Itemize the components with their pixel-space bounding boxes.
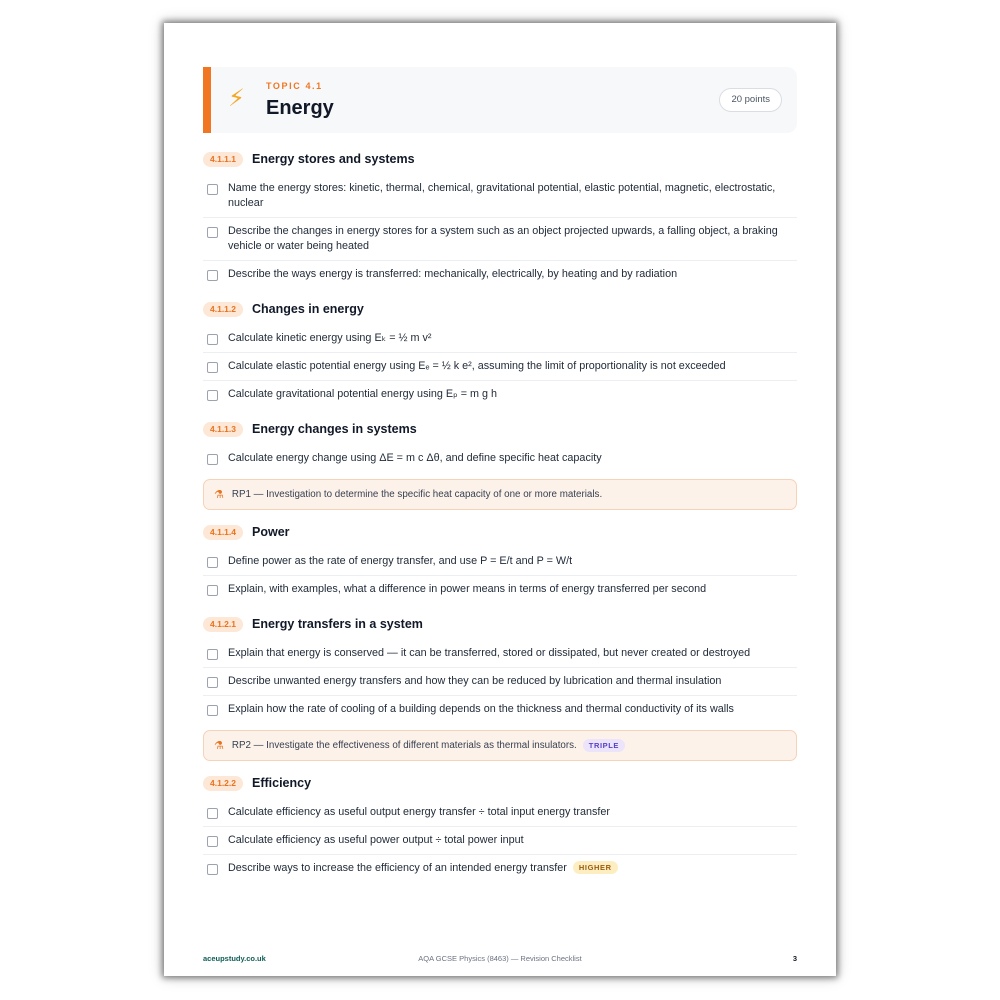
checklist-item-text — [228, 861, 797, 876]
checklist-item[interactable] — [203, 576, 797, 603]
checkbox[interactable] — [207, 362, 218, 373]
item-text: Calculate efficiency as useful power output ÷ total power input — [228, 834, 524, 846]
section-title: Power — [252, 525, 290, 539]
item-text: Calculate gravitational potential energy using Eₚ = m g h — [228, 388, 498, 400]
flask-icon: ⚗ — [214, 489, 224, 501]
checklist-item-text — [228, 805, 797, 820]
checklist-item-text — [228, 181, 797, 211]
section-code-badge: 4.1.1.4 — [203, 525, 243, 540]
checklist-item[interactable] — [203, 325, 797, 353]
item-text: Describe the changes in energy stores for a system such as an object projected upwards, a falling object, a braking vehicle or water being heated — [228, 225, 778, 252]
checklist-item[interactable] — [203, 855, 797, 882]
checklist-item[interactable] — [203, 218, 797, 261]
topic-header — [203, 67, 797, 133]
checklist-item-text — [228, 267, 797, 282]
checklist-item-text — [228, 833, 797, 848]
lightning-bolt-icon: ⚡ — [228, 85, 245, 112]
checklist-item-text — [228, 224, 797, 254]
item-text: Describe unwanted energy transfers and how they can be reduced by lubrication and thermal insulation — [228, 675, 722, 687]
checklist-item[interactable] — [203, 445, 797, 472]
checklist-item[interactable] — [203, 261, 797, 288]
higher-tag: HIGHER — [573, 861, 618, 874]
checklist-item-text — [228, 359, 797, 374]
section-title: Energy stores and systems — [252, 152, 415, 166]
checklist-item-text — [228, 554, 797, 569]
checklist-item-text — [228, 702, 797, 717]
required-practical-callout — [203, 730, 797, 761]
section-header — [203, 149, 797, 169]
item-text: Describe ways to increase the efficiency of an intended energy transfer — [228, 862, 567, 874]
checklist-item[interactable] — [203, 381, 797, 408]
checkbox[interactable] — [207, 227, 218, 238]
checklist-item[interactable] — [203, 640, 797, 668]
section-header — [203, 614, 797, 634]
checkbox[interactable] — [207, 649, 218, 660]
section-code-badge: 4.1.1.3 — [203, 422, 243, 437]
section-title: Efficiency — [252, 776, 312, 790]
checklist-item[interactable] — [203, 548, 797, 576]
section-code-badge: 4.1.1.2 — [203, 302, 243, 317]
checklist-item[interactable] — [203, 668, 797, 696]
required-practical-callout — [203, 479, 797, 510]
checklist-item-text — [228, 331, 797, 346]
item-text: Explain, with examples, what a difference in power means in terms of energy transferred per second — [228, 583, 707, 595]
checklist-content — [203, 149, 797, 882]
section-header — [203, 522, 797, 542]
checklist-item[interactable] — [203, 827, 797, 855]
item-text: Name the energy stores: kinetic, thermal, chemical, gravitational potential, elastic potential, magnetic, electrostatic, nuclear — [228, 182, 776, 209]
item-text: Calculate energy change using ΔE = m c Δθ, and define specific heat capacity — [228, 452, 602, 464]
section-code-badge: 4.1.2.2 — [203, 776, 243, 791]
points-badge: 20 points — [719, 88, 782, 112]
checkbox[interactable] — [207, 390, 218, 401]
item-text: Describe the ways energy is transferred: mechanically, electrically, by heating and by radiation — [228, 268, 678, 280]
section-title: Energy changes in systems — [252, 422, 417, 436]
page-sheet — [164, 23, 836, 976]
checklist-item-text — [228, 387, 797, 402]
practical-text: RP1 — Investigation to determine the specific heat capacity of one or more materials. — [231, 489, 603, 500]
checklist-item-text — [228, 674, 797, 689]
checklist-item[interactable] — [203, 175, 797, 218]
practical-text: RP2 — Investigate the effectiveness of different materials as thermal insulators. — [231, 740, 577, 751]
checkbox[interactable] — [207, 334, 218, 345]
checklist-item[interactable] — [203, 799, 797, 827]
item-text: Calculate elastic potential energy using Eₑ = ½ k e², assuming the limit of proportionality is not exceeded — [228, 360, 726, 372]
checkbox[interactable] — [207, 454, 218, 465]
page-number: 3 — [792, 954, 797, 963]
flask-icon: ⚗ — [214, 740, 224, 752]
section-spacer — [203, 603, 797, 614]
item-text: Calculate efficiency as useful output energy transfer ÷ total input energy transfer — [228, 806, 611, 818]
checkbox[interactable] — [207, 836, 218, 847]
checkbox[interactable] — [207, 677, 218, 688]
topic-accent-bar — [203, 67, 211, 133]
checklist-item[interactable] — [203, 696, 797, 723]
checkbox[interactable] — [207, 557, 218, 568]
topic-kicker: TOPIC 4.1 — [266, 81, 323, 91]
checkbox[interactable] — [207, 864, 218, 875]
section-spacer — [203, 408, 797, 419]
item-text: Calculate kinetic energy using Eₖ = ½ m v² — [228, 332, 432, 344]
checklist-item-text — [228, 451, 797, 466]
checklist-item-text — [228, 646, 797, 661]
section-header — [203, 419, 797, 439]
section-title: Changes in energy — [252, 302, 364, 316]
section-header — [203, 773, 797, 793]
item-text: Define power as the rate of energy transfer, and use P = E/t and P = W/t — [228, 555, 573, 567]
checkbox[interactable] — [207, 184, 218, 195]
footer-doc-title: AQA GCSE Physics (8463) — Revision Checklist — [418, 954, 582, 963]
checklist-item[interactable] — [203, 353, 797, 381]
item-text: Explain that energy is conserved — it can be transferred, stored or dissipated, but never created or destroyed — [228, 647, 751, 659]
footer-site-link[interactable]: aceupstudy.co.uk — [203, 954, 266, 963]
checkbox[interactable] — [207, 270, 218, 281]
section-title: Energy transfers in a system — [252, 617, 423, 631]
item-text: Explain how the rate of cooling of a building depends on the thickness and thermal conductivity of its walls — [228, 703, 734, 715]
checkbox[interactable] — [207, 705, 218, 716]
section-spacer — [203, 288, 797, 299]
triple-tag: TRIPLE — [583, 739, 625, 752]
checkbox[interactable] — [207, 808, 218, 819]
checkbox[interactable] — [207, 585, 218, 596]
section-code-badge: 4.1.2.1 — [203, 617, 243, 632]
section-code-badge: 4.1.1.1 — [203, 152, 243, 167]
topic-title: Energy — [266, 97, 334, 119]
section-header — [203, 299, 797, 319]
checklist-item-text — [228, 582, 797, 597]
